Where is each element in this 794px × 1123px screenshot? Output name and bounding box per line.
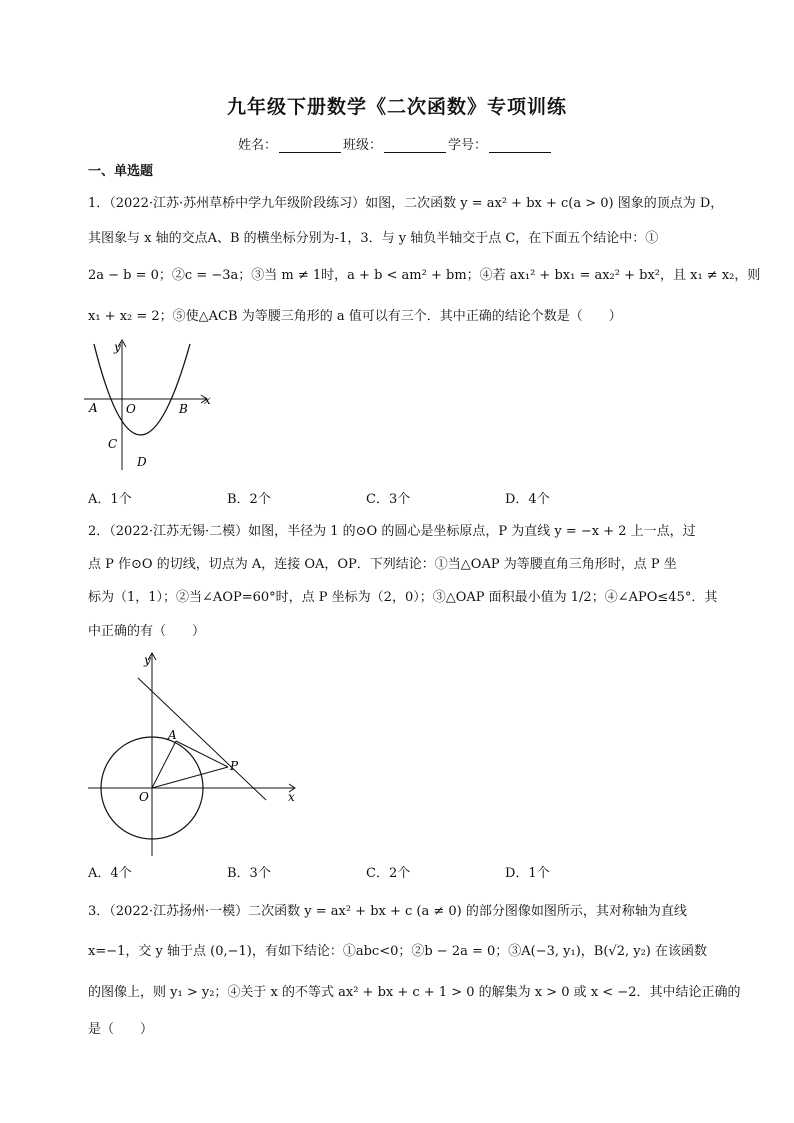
q2-segment-op (152, 767, 228, 788)
q3-line-4: 是（ ） (88, 1022, 154, 1037)
q2-line-4: 中正确的有（ ） (88, 624, 206, 639)
class-field[interactable] (384, 138, 446, 153)
name-label: 姓名： (238, 138, 278, 153)
q2-x-label: x (288, 790, 295, 804)
q1-point-b-label: B (179, 402, 188, 416)
q1-line-1: 1．（2022·江苏·苏州草桥中学九年级阶段练习）如图，二次函数 y = ax² + bx + c(a > 0) 图象的顶点为 D， (88, 196, 724, 211)
q1-y-label: y (114, 340, 121, 354)
q1-choice-d[interactable]: D．4个 (505, 492, 550, 507)
q2-line-2: 点 P 作⊙O 的切线，切点为 A，连接 OA，OP．下列结论：①当△OAP 为等腰直角三角形时，点 P 坐 (88, 557, 677, 572)
q1-choice-c[interactable]: C．3个 (366, 492, 411, 507)
q1-parabola-curve (94, 344, 190, 435)
q2-point-p-label: P (230, 759, 239, 773)
q1-parabola-figure (84, 336, 224, 476)
q2-choice-a[interactable]: A．4个 (88, 866, 132, 881)
q2-line-y-neg-x-plus-2 (138, 678, 266, 800)
q2-point-a-label: A (168, 728, 177, 742)
q3-line-2: x=−1，交 y 轴于点 (0,−1)，有如下结论：①abc<0；②b − 2a = 0；③A(−3, y₁)，B(√2, y₂) 在该函数 (88, 944, 708, 959)
q1-choices (88, 488, 688, 507)
q1-point-d-label: D (137, 455, 147, 469)
q2-tangent-ap (176, 741, 228, 767)
q3-line-1: 3．（2022·江苏扬州·一模）二次函数 y = ax² + bx + c (a ≠ 0) 的部分图像如图所示，其对称轴为直线 (88, 904, 687, 919)
class-label: 班级： (343, 138, 383, 153)
q2-circle-figure (86, 648, 306, 860)
name-field[interactable] (279, 138, 341, 153)
section-heading: 一、单选题 (88, 164, 154, 179)
q2-choice-c[interactable]: C．2个 (366, 866, 411, 881)
page-title: 九年级下册数学《二次函数》专项训练 (226, 96, 567, 118)
q1-choice-b[interactable]: B．2个 (227, 492, 271, 507)
q2-y-label: y (144, 653, 151, 667)
student-id-field[interactable] (489, 138, 551, 153)
q1-line-4: x₁ + x₂ = 2；⑤使△ACB 为等腰三角形的 a 值可以有三个．其中正确的结论个数是（ ） (88, 309, 622, 324)
q1-x-label: x (204, 393, 211, 407)
q2-origin-label: O (139, 790, 149, 804)
q1-point-a-label: A (89, 401, 98, 415)
q1-origin-label: O (126, 402, 136, 416)
q3-line-3: 的图像上，则 y₁ > y₂；④关于 x 的不等式 ax² + bx + c + 1 > 0 的解集为 x > 0 或 x < −2．其中结论正确的 (88, 985, 741, 1000)
student-info-bar (238, 134, 553, 153)
q2-choice-b[interactable]: B．3个 (227, 866, 271, 881)
q2-line-3: 标为（1，1）；②当∠AOP=60°时，点 P 坐标为（2，0）；③△OAP 面积最小值为 1/2；④∠APO≤45°．其 (88, 590, 718, 605)
q1-line-3: 2a − b = 0；②c = −3a；③当 m ≠ 1时，a + b < am² + bm；④若 ax₁² + bx₁ = ax₂² + bx²，且 x₁ ≠ x₂，则 (88, 268, 761, 283)
q1-choice-a[interactable]: A．1个 (88, 492, 132, 507)
q2-choice-d[interactable]: D．1个 (505, 866, 550, 881)
q2-segment-oa (152, 741, 176, 788)
q1-point-c-label: C (108, 437, 118, 451)
q1-line-2: 其图象与 x 轴的交点A、B 的横坐标分别为-1，3．与 y 轴负半轴交于点 C，在下面五个结论中：① (88, 231, 659, 246)
q2-line-1: 2．（2022·江苏无锡·二模）如图，半径为 1 的⊙O 的圆心是坐标原点，P 为直线 y = −x + 2 上一点，过 (88, 524, 696, 539)
id-label: 学号： (448, 138, 488, 153)
q2-choices (88, 862, 688, 881)
